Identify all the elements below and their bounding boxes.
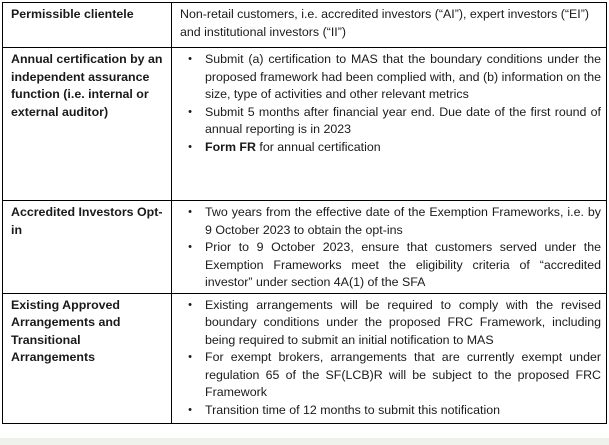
bullet-item [172, 104, 601, 139]
bullet-list [172, 48, 606, 157]
bullet-icon: • [188, 53, 192, 65]
row-label-cell [3, 3, 172, 48]
row-label-cell [3, 201, 172, 294]
bullet-item [172, 297, 601, 350]
row-content-cell [172, 293, 607, 423]
bullet-text: Submit (a) certification to MAS that the boundary conditions under the proposed framework had been complied with, and (b) information on the size, type of activities and other relevant metrics [205, 52, 601, 101]
bullet-icon: • [188, 403, 192, 416]
row-text: Non-retail customers, i.e. accredited investors (“AI”), expert investors (“EI”) and institutional investors (“II”) [180, 7, 590, 39]
bullet-icon: • [188, 105, 192, 118]
bullet-text: Submit 5 months after financial year end. Due date of the first round of annual reporting is in 2023 [205, 104, 601, 136]
bullet-text: Prior to 9 October 2023, ensure that customers served under the Exemption Frameworks meet the eligibility criteria of “accredited investor” under section 4A(1) of the SFA [205, 240, 601, 289]
row-label: Existing Approved Arrangements and Transitional Arrangements [11, 297, 121, 364]
bullet-bold-text: Form FR [205, 139, 256, 154]
bullet-item [172, 402, 601, 420]
row-content-cell [172, 201, 607, 294]
bullet-icon: • [188, 241, 192, 253]
row-label: Permissible clientele [11, 7, 134, 21]
bullet-text: for annual certification [255, 139, 381, 154]
bullet-text: For exempt brokers, arrangements that are currently exempt under regulation 65 of the SF(LCB)R will be subject to the proposed FRC Framework [205, 350, 601, 399]
bullet-icon: • [188, 298, 192, 311]
bullet-icon: • [188, 206, 192, 218]
bottom-edge-strip [0, 438, 609, 445]
bullet-item [172, 139, 601, 157]
framework-table [2, 2, 607, 424]
bullet-item [172, 204, 601, 239]
table-row [3, 293, 607, 423]
bullet-text: Transition time of 12 months to submit this notification [205, 402, 500, 417]
bullet-item [172, 51, 601, 104]
table-row [3, 3, 607, 48]
bullet-text: Existing arrangements will be required to comply with the revised boundary conditions under the proposed FRC Framework, including being required to submit an initial notification to MAS [205, 297, 601, 347]
bullet-list [172, 201, 606, 293]
row-label: Accredited Investors Opt-in [11, 205, 163, 237]
table-row [3, 201, 607, 294]
row-label-cell [3, 293, 172, 423]
bullet-icon: • [188, 351, 192, 363]
row-content-cell [172, 3, 607, 48]
bullet-item [172, 349, 601, 402]
bullet-icon: • [188, 140, 192, 153]
bullet-list [172, 294, 606, 421]
bullet-item [172, 239, 601, 292]
row-label: Annual certification by an independent assurance function (i.e. internal or external auditor) [11, 52, 163, 119]
table-row [3, 48, 607, 201]
row-label-cell [3, 48, 172, 201]
bullet-text: Two years from the effective date of the Exemption Frameworks, i.e. by 9 October 2023 to obtain the opt-ins [205, 205, 601, 237]
row-content-cell [172, 48, 607, 201]
